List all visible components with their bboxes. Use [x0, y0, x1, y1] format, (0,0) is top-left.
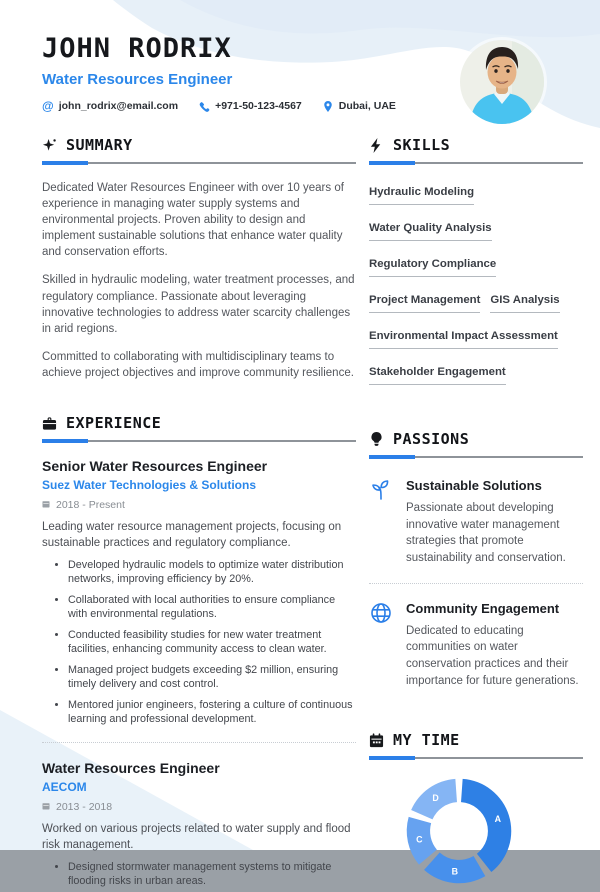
job-title: Water Resources Engineer [42, 760, 220, 777]
passion-body [406, 478, 582, 567]
summary-section [42, 136, 356, 381]
passions-section [369, 430, 583, 689]
passion-title: Sustainable Solutions [406, 478, 542, 493]
skill-item: Hydraulic Modeling [369, 186, 474, 205]
job-period-text: 2018 - Present [56, 499, 125, 512]
job-period-text: 2013 - 2018 [56, 801, 113, 814]
skills-heading [369, 136, 583, 154]
donut-label-A: A [494, 814, 502, 825]
job-entry [42, 458, 356, 726]
job-divider [42, 742, 356, 743]
calendar-small-icon [42, 801, 50, 813]
job-bullet: • Conducted feasibility studies for new water treatment facilities, enhancing community access to clean water. [68, 628, 356, 656]
summary-paragraphs [42, 180, 356, 381]
rule-accent [42, 439, 88, 443]
calendar-small-icon [42, 499, 50, 511]
pin-icon [322, 100, 334, 113]
donut-label-B: B [451, 866, 459, 877]
summary-heading [42, 136, 356, 154]
donut-label-D: D [432, 793, 439, 804]
passion-text: Dedicated to educating communities on water conservation practices and their importance for future generations. [406, 624, 579, 687]
job-period [42, 499, 356, 511]
passion-text: Passionate about developing innovative water management strategies that promote sustainability and conservation. [406, 502, 566, 565]
my-time-donut-chart [403, 775, 515, 887]
job-bullet: • Mentored junior engineers, fostering a culture of continuous learning and professional development. [68, 698, 356, 726]
section-title: SKILLS [393, 136, 451, 154]
summary-paragraph: Committed to collaborating with multidisciplinary teams to achieve project objectives and improve community resilience. [42, 350, 354, 379]
section-rule [369, 456, 583, 458]
experience-section [42, 414, 356, 888]
section-title: SUMMARY [66, 136, 133, 154]
job-bullet: • Developed hydraulic models to optimize water distribution networks, improving efficiency by 20%. [68, 558, 356, 586]
contact-location [322, 100, 396, 113]
lightbulb-icon [369, 431, 384, 447]
phone-icon [198, 100, 210, 112]
candidate-name: JOHN RODRIX [42, 33, 232, 64]
section-rule [42, 440, 356, 442]
job-title: Senior Water Resources Engineer [42, 458, 268, 475]
skill-item: Project Management [369, 294, 480, 313]
job-bullets [42, 860, 356, 888]
sparkle-icon [42, 137, 57, 153]
donut-segment-A [461, 779, 511, 872]
phone-text: +971-50-123-4567 [215, 100, 302, 112]
header [42, 33, 442, 113]
job-period [42, 801, 356, 813]
calendar-icon [369, 732, 384, 748]
contact-row [42, 99, 442, 113]
job-company: AECOM [42, 780, 87, 795]
section-title: PASSIONS [393, 430, 470, 448]
section-rule [369, 162, 583, 164]
job-bullet: • Collaborated with local authorities to ensure compliance with environmental regulations. [68, 593, 356, 621]
experience-jobs [42, 458, 356, 888]
job-company: Suez Water Technologies & Solutions [42, 478, 257, 493]
skill-item: Stakeholder Engagement [369, 366, 506, 385]
donut-label-C: C [416, 834, 423, 845]
at-icon: @ [42, 99, 54, 113]
rule-accent [42, 161, 88, 165]
passion-item [369, 478, 583, 567]
passion-divider [369, 583, 583, 584]
contact-email [42, 99, 178, 113]
skills-list [369, 182, 583, 398]
passion-item [369, 601, 583, 690]
summary-paragraph: Dedicated Water Resources Engineer with over 10 years of experience in managing water supply systems and environmental projects. Proven ability to design and implement sustainable solutions that enhance water quality and conservation efforts. [42, 182, 344, 259]
my-time-heading [369, 731, 583, 749]
rule-accent [369, 756, 415, 760]
passion-title: Community Engagement [406, 600, 560, 616]
passion-body [406, 601, 582, 690]
rule-accent [369, 161, 415, 165]
job-description: Worked on various projects related to water supply and flood risk management. [42, 823, 351, 851]
contact-phone [198, 100, 302, 112]
summary-paragraph: Skilled in hydraulic modeling, water treatment processes, and regulatory compliance. Passionate about leveraging innovative technologies to address water scarcity challenges in arid regions. [42, 274, 355, 335]
location-text: Dubai, UAE [338, 100, 396, 112]
skills-section [369, 136, 583, 398]
experience-heading [42, 414, 356, 432]
bolt-icon [369, 137, 384, 153]
email-text: john_rodrix@email.com [58, 100, 179, 112]
passions-heading [369, 430, 583, 448]
job-bullets [42, 558, 356, 726]
candidate-title: Water Resources Engineer [42, 71, 233, 88]
briefcase-icon [42, 415, 57, 431]
section-title: EXPERIENCE [66, 414, 162, 433]
my-time-section [369, 731, 583, 887]
skill-item: GIS Analysis [490, 294, 559, 313]
passions-list [369, 478, 583, 689]
job-description: Leading water resource management projects, focusing on sustainable practices and regulatory compliance. [42, 521, 342, 549]
skill-item: Water Quality Analysis [369, 222, 492, 241]
job-bullet: • Designed stormwater management systems to mitigate flooding risks in urban areas. [68, 860, 356, 888]
job-entry [42, 760, 356, 888]
sprout-icon [369, 478, 393, 502]
section-title: MY TIME [393, 731, 460, 750]
skill-item: Regulatory Compliance [369, 258, 496, 277]
skill-item: Environmental Impact Assessment [369, 330, 558, 349]
avatar [460, 40, 544, 124]
globe-icon [369, 601, 393, 625]
rule-accent [369, 455, 415, 459]
job-bullet: • Managed project budgets exceeding $2 million, ensuring timely delivery and cost control. [68, 663, 356, 691]
section-rule [42, 162, 356, 164]
section-rule [369, 757, 583, 759]
